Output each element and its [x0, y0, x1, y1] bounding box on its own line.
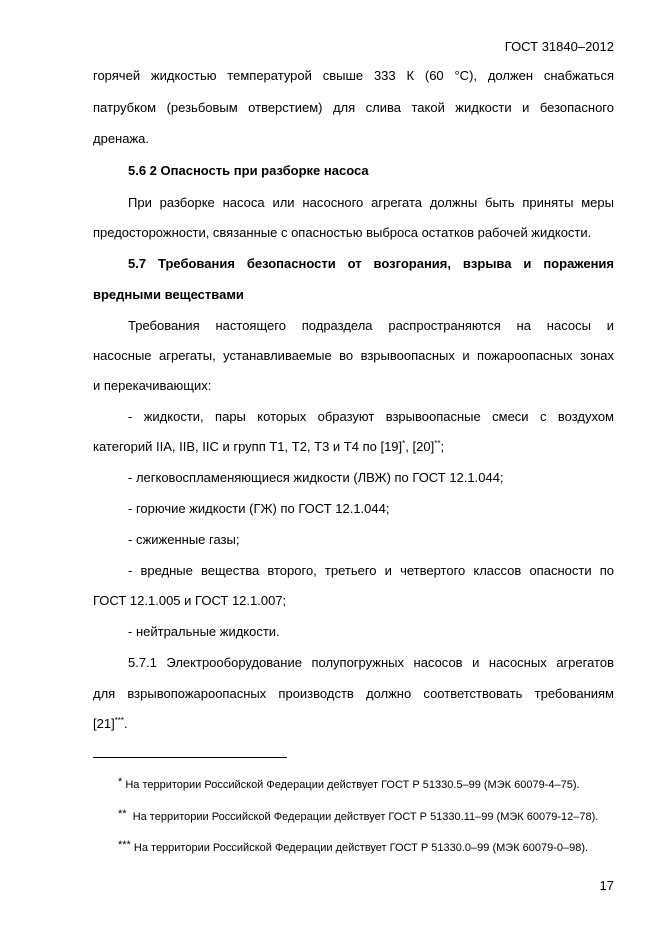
paragraph-line: Требования настоящего подраздела распространяются на насосы и: [128, 318, 614, 333]
list-item-text: , [20]: [405, 439, 435, 454]
list-item: - горючие жидкости (ГЖ) по ГОСТ 12.1.044;: [128, 501, 390, 516]
section-heading: 5.6 2 Опасность при разборке насоса: [128, 163, 369, 178]
paragraph-line: и перекачивающих:: [93, 378, 212, 393]
footnote: [118, 775, 580, 792]
list-item: - легковоспламеняющиеся жидкости (ЛВЖ) по ГОСТ 12.1.044;: [128, 470, 504, 485]
list-item: - жидкости, пары которых образуют взрывоопасные смеси с воздухом: [128, 409, 614, 424]
list-item-text: категорий IIA, IIB, IIC и групп Т1, Т2, Т3 и Т4 по [19]: [93, 439, 403, 454]
paragraph-line: [93, 716, 128, 732]
list-item-text: ;: [440, 439, 445, 454]
paragraph-text: [21]: [93, 716, 115, 731]
footnote: [118, 807, 598, 824]
page-number: 17: [599, 878, 614, 893]
footnote-divider: [93, 757, 287, 758]
footnote-mark: ***: [114, 716, 125, 725]
footnote-mark: *: [118, 776, 123, 788]
footnote-text: На территории Российской Федерации действует ГОСТ Р 51330.0–99 (МЭК 60079-0–98).: [133, 842, 589, 854]
paragraph-line: При разборке насоса или насосного агрегата должны быть приняты меры: [128, 195, 614, 210]
paragraph-line: дренажа.: [93, 131, 149, 146]
footnote-mark: ***: [118, 839, 131, 851]
footnote-mark: **: [434, 439, 441, 448]
list-item: [93, 439, 444, 455]
paragraph-line: горячей жидкостью температурой свыше 333 К (60 °С), должен снабжаться: [93, 68, 614, 83]
paragraph-line: для взрывопожароопасных производств должно соответствовать требованиям: [93, 686, 614, 701]
paragraph-line: предосторожности, связанные с опасностью выброса остатков рабочей жидкости.: [93, 225, 592, 240]
list-item: - сжиженные газы;: [128, 532, 240, 547]
paragraph-text: .: [124, 716, 128, 731]
document-code: ГОСТ 31840–2012: [504, 39, 614, 54]
paragraph-line: насосные агрегаты, устанавливаемые во взрывоопасных и пожароопасных зонах: [93, 348, 614, 363]
footnote: [118, 838, 588, 855]
list-item: ГОСТ 12.1.005 и ГОСТ 12.1.007;: [93, 593, 287, 608]
paragraph-line: патрубком (резьбовым отверстием) для слива такой жидкости и безопасного: [93, 100, 614, 115]
list-item: - нейтральные жидкости.: [128, 624, 280, 639]
footnote-text: На территории Российской Федерации действует ГОСТ Р 51330.11–99 (МЭК 60079-12–78).: [132, 811, 599, 823]
paragraph-line: 5.7.1 Электрооборудование полупогружных насосов и насосных агрегатов: [128, 655, 614, 670]
footnote-mark: *: [402, 439, 406, 448]
footnote-text: На территории Российской Федерации действует ГОСТ Р 51330.5–99 (МЭК 60079-4–75).: [125, 779, 580, 791]
section-heading: вредными веществами: [93, 287, 244, 302]
list-item: - вредные вещества второго, третьего и четвертого классов опасности по: [128, 563, 614, 578]
section-heading: 5.7 Требования безопасности от возгорания, взрыва и поражения: [128, 256, 614, 271]
footnote-mark: **: [118, 808, 127, 820]
